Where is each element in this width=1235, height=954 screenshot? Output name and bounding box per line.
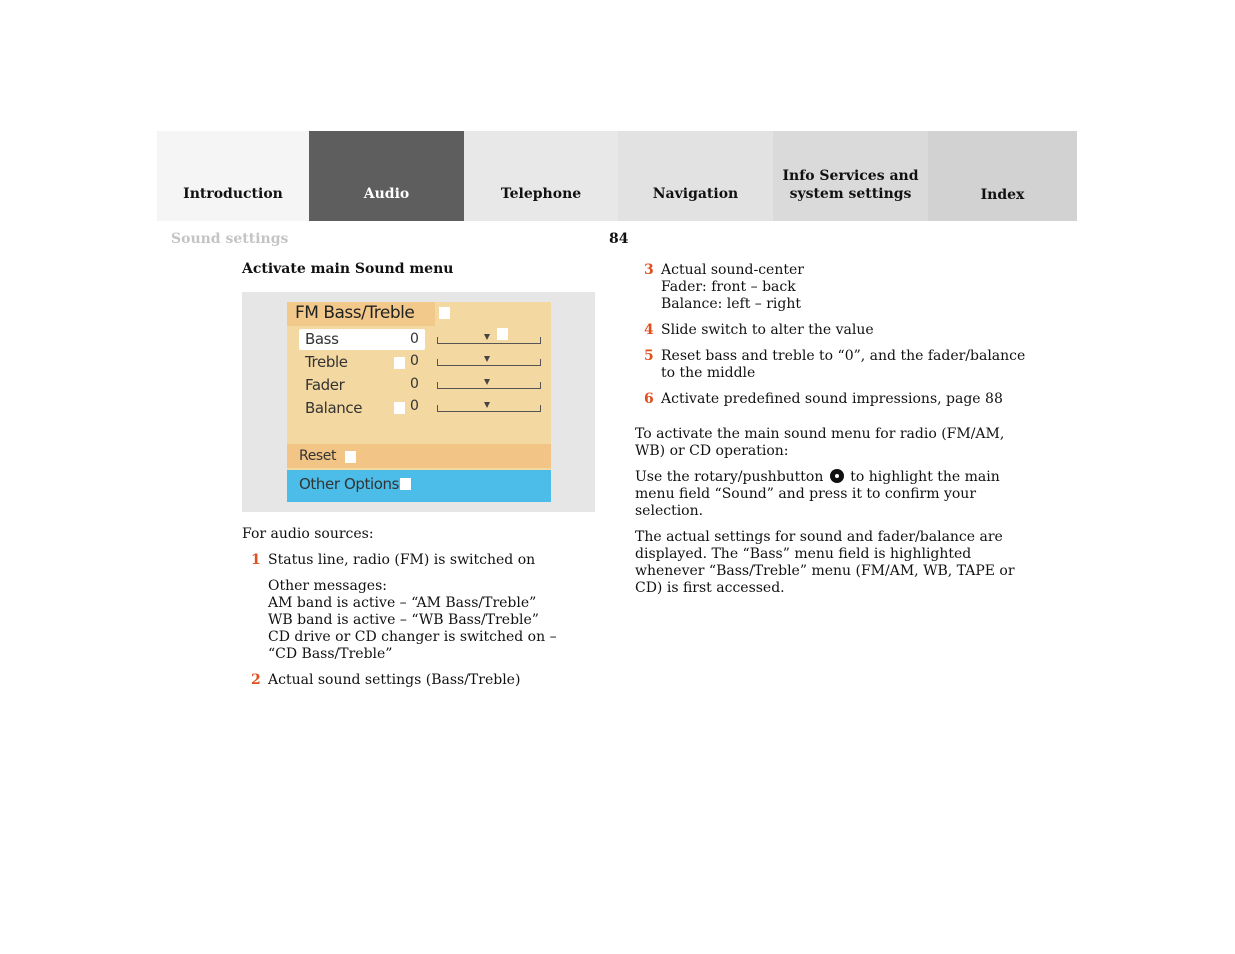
tab-label: Telephone: [500, 186, 582, 202]
tab-label: Index: [980, 187, 1025, 203]
item-text: Status line, radio (FM) is switched on: [268, 552, 536, 568]
tab-label: Introduction: [183, 186, 283, 202]
item-text: [661, 348, 1025, 382]
sound-menu-figure: [242, 292, 595, 512]
text-line: menu field “Sound” and press it to confirm your: [635, 486, 977, 502]
text-line: [635, 469, 1000, 486]
section-heading: Activate main Sound menu: [242, 261, 454, 277]
item-text: Slide switch to alter the value: [661, 322, 874, 338]
paragraph: [635, 529, 1015, 597]
text-line: AM band is active – “AM Bass/Treble”: [268, 595, 537, 611]
slider-knob[interactable]: [484, 334, 490, 340]
text-fragment: Use the rotary/pushbutton: [635, 469, 824, 485]
chapter-tabs: [157, 131, 1077, 221]
text-line: The actual settings for sound and fader/balance are: [635, 529, 1003, 545]
text-line: CD) is first accessed.: [635, 580, 785, 596]
tab-introduction[interactable]: [157, 131, 309, 221]
text-line: WB band is active – “WB Bass/Treble”: [268, 612, 539, 628]
text-line: Balance: left – right: [661, 296, 802, 312]
slider-knob[interactable]: [484, 356, 490, 362]
text-line: WB) or CD operation:: [635, 443, 789, 459]
screen-title: FM Bass/Treble: [295, 303, 415, 323]
balance-label[interactable]: Balance: [305, 399, 363, 417]
rotary-pushbutton-icon: [830, 469, 844, 483]
bass-slider[interactable]: [437, 337, 541, 344]
bass-value: 0: [410, 331, 419, 347]
other-options-label[interactable]: Other Options: [299, 475, 400, 493]
item-text: Activate predefined sound impressions, page 88: [661, 391, 1003, 407]
tab-label: Navigation: [652, 186, 739, 202]
page-number: 84: [609, 231, 629, 247]
callout-marker-2: [394, 357, 405, 369]
other-messages: [268, 578, 557, 663]
tab-telephone[interactable]: [464, 131, 618, 221]
treble-label[interactable]: Treble: [305, 353, 348, 371]
callout-marker-1: [439, 307, 450, 319]
item-number: 3: [644, 262, 654, 278]
text-line: selection.: [635, 503, 704, 519]
fader-label[interactable]: Fader: [305, 376, 345, 394]
fader-value: 0: [410, 376, 419, 392]
balance-value: 0: [410, 398, 419, 414]
callout-marker-3: [497, 328, 508, 340]
text-line: Fader: front – back: [661, 279, 796, 295]
item-number: 6: [644, 391, 654, 407]
item-number: 1: [251, 552, 261, 568]
slider-knob[interactable]: [484, 379, 490, 385]
item-number: 2: [251, 672, 261, 688]
tab-navigation[interactable]: [618, 131, 773, 221]
audio-sources-intro: For audio sources:: [242, 526, 374, 542]
fader-slider[interactable]: [437, 382, 541, 389]
item-text: [661, 262, 804, 313]
tab-audio[interactable]: [309, 131, 464, 221]
section-title: Sound settings: [171, 231, 289, 247]
text-line: “CD Bass/Treble”: [268, 646, 393, 662]
tab-index[interactable]: [928, 131, 1077, 221]
text-line: to the middle: [661, 365, 756, 381]
tab-label: Audio: [363, 186, 410, 202]
item-text: Actual sound settings (Bass/Treble): [268, 672, 521, 688]
bass-label[interactable]: Bass: [305, 330, 339, 348]
balance-slider[interactable]: [437, 405, 541, 412]
paragraph: [635, 469, 1000, 520]
tab-label-line2: system settings: [789, 186, 912, 202]
reset-label[interactable]: Reset: [299, 448, 337, 464]
callout-marker-4: [394, 402, 405, 414]
item-number: 5: [644, 348, 654, 364]
text-line: Actual sound-center: [661, 262, 804, 278]
tab-label-line1: Info Services and: [782, 168, 919, 184]
slider-knob[interactable]: [484, 402, 490, 408]
callout-marker-6: [400, 478, 411, 490]
text-line: Reset bass and treble to “0”, and the fader/balance: [661, 348, 1026, 364]
treble-value: 0: [410, 353, 419, 369]
text-fragment: to highlight the main: [850, 469, 1000, 485]
item-number: 4: [644, 322, 654, 338]
display-screen: [287, 302, 551, 502]
text-line: whenever “Bass/Treble” menu (FM/AM, WB, TAPE or: [635, 563, 1015, 579]
tab-info-services[interactable]: [773, 131, 928, 221]
text-line: To activate the main sound menu for radio (FM/AM,: [635, 426, 1005, 442]
callout-marker-5: [345, 451, 356, 463]
text-line: displayed. The “Bass” menu field is highlighted: [635, 546, 972, 562]
treble-slider[interactable]: [437, 359, 541, 366]
text-line: Other messages:: [268, 578, 387, 594]
text-line: CD drive or CD changer is switched on –: [268, 629, 557, 645]
paragraph: [635, 426, 1004, 460]
